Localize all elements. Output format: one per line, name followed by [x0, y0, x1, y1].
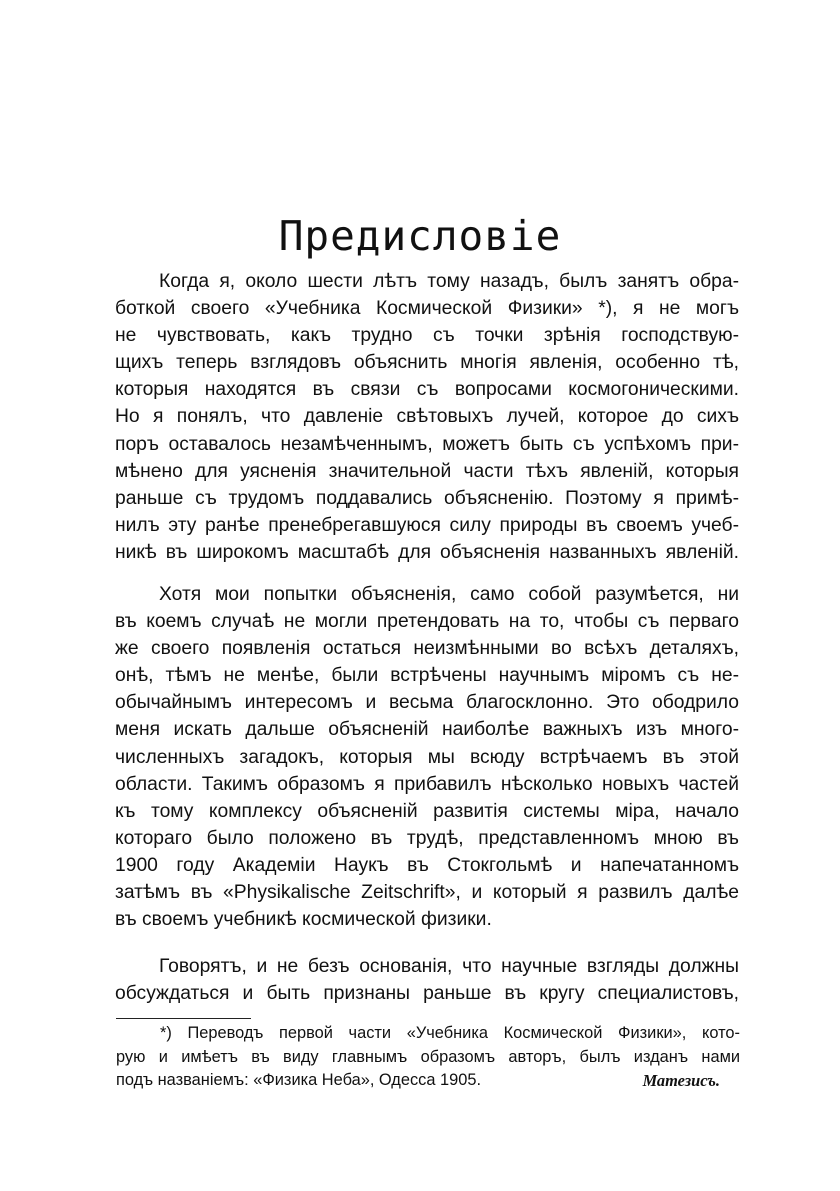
text-line: Но я понялъ, что давленіе свѣтовыхъ лучей, которое до сихъ [115, 406, 739, 428]
text-line: которыя находятся въ связи съ вопросами космогоническими. [115, 379, 739, 401]
text-line: численныхъ загадокъ, которыя мы всюду встрѣчаемъ въ этой [115, 746, 739, 768]
footnote [116, 1022, 740, 1093]
text-line: боткой своего «Учебника Космической Физики» *), я не могъ [115, 298, 739, 320]
footnote-line: рую и имѣетъ въ виду главнымъ образомъ авторъ, былъ изданъ нами [116, 1047, 740, 1066]
text-line: раньше съ трудомъ поддавались объясненію. Поэтому я примѣ- [115, 487, 739, 509]
page-title: Предисловіе [278, 212, 562, 260]
text-line: обычайнымъ интересомъ и весьма благосклонно. Это ободрило [115, 692, 739, 714]
footnote-last-line [116, 1069, 740, 1093]
text-line: поръ оставалось незамѣченнымъ, можетъ быть съ успѣхомъ при- [115, 433, 739, 455]
text-line: Когда я, около шести лѣтъ тому назадъ, былъ занятъ обра- [159, 271, 739, 292]
text-line: щихъ теперь взглядовъ объяснить многія явленія, особенно тѣ, [115, 352, 739, 374]
text-line: въ коемъ случаѣ не могли претендовать на то, чтобы съ перваго [115, 611, 739, 633]
text-line: не чувствовать, какъ трудно съ точки зрѣнія господствую- [115, 325, 739, 347]
translator-signature: Матезисъ. [642, 1071, 720, 1090]
text-line: затѣмъ въ «Physikalische Zeitschrift», и который я развилъ далѣе [115, 882, 739, 904]
text-line: обсуждаться и быть признаны раньше въ кругу специалистовъ, [115, 983, 739, 1005]
text-line: 1900 году Академіи Наукъ въ Стокгольмѣ и напечатанномъ [115, 854, 739, 876]
text-line: Хотя мои попытки объясненія, само собой разумѣется, ни [159, 584, 739, 605]
footnote-line: подъ названіемъ: «Физика Неба», Одесса 1905. [116, 1071, 482, 1089]
text-line: области. Такимъ образомъ я прибавилъ нѣсколько новыхъ частей [115, 773, 739, 795]
text-line: Говорятъ, и не безъ основанія, что научные взгляды должны [159, 956, 739, 977]
paragraph-3 [115, 953, 739, 1007]
text-line: въ своемъ учебникѣ космической физики. [115, 909, 492, 931]
text-line: мѣнено для уясненія значительной части тѣхъ явленій, которыя [115, 460, 739, 482]
text-line: меня искать дальше объясненій наиболѣе важныхъ изъ много- [115, 719, 739, 741]
text-line: никѣ въ широкомъ масштабѣ для объясненія названныхъ явленій. [115, 541, 739, 563]
footnote-divider [116, 1018, 251, 1019]
paragraph-2 [115, 581, 739, 933]
text-line: онѣ, тѣмъ не менѣе, были встрѣчены научнымъ міромъ съ не- [115, 665, 739, 687]
footnote-line: *) Переводъ первой части «Учебника Космической Физики», кото- [160, 1024, 740, 1042]
text-line: нилъ эту ранѣе пренебрегавшуюся силу природы въ своемъ учеб- [115, 514, 739, 536]
text-line: котораго было положено въ трудѣ, представленномъ мною въ [115, 827, 739, 849]
text-line: же своего появленія остаться неизмѣнными во всѣхъ деталяхъ, [115, 638, 739, 660]
paragraph-1 [115, 268, 739, 566]
text-line: къ тому комплексу объясненій развитія системы міра, начало [115, 800, 739, 822]
